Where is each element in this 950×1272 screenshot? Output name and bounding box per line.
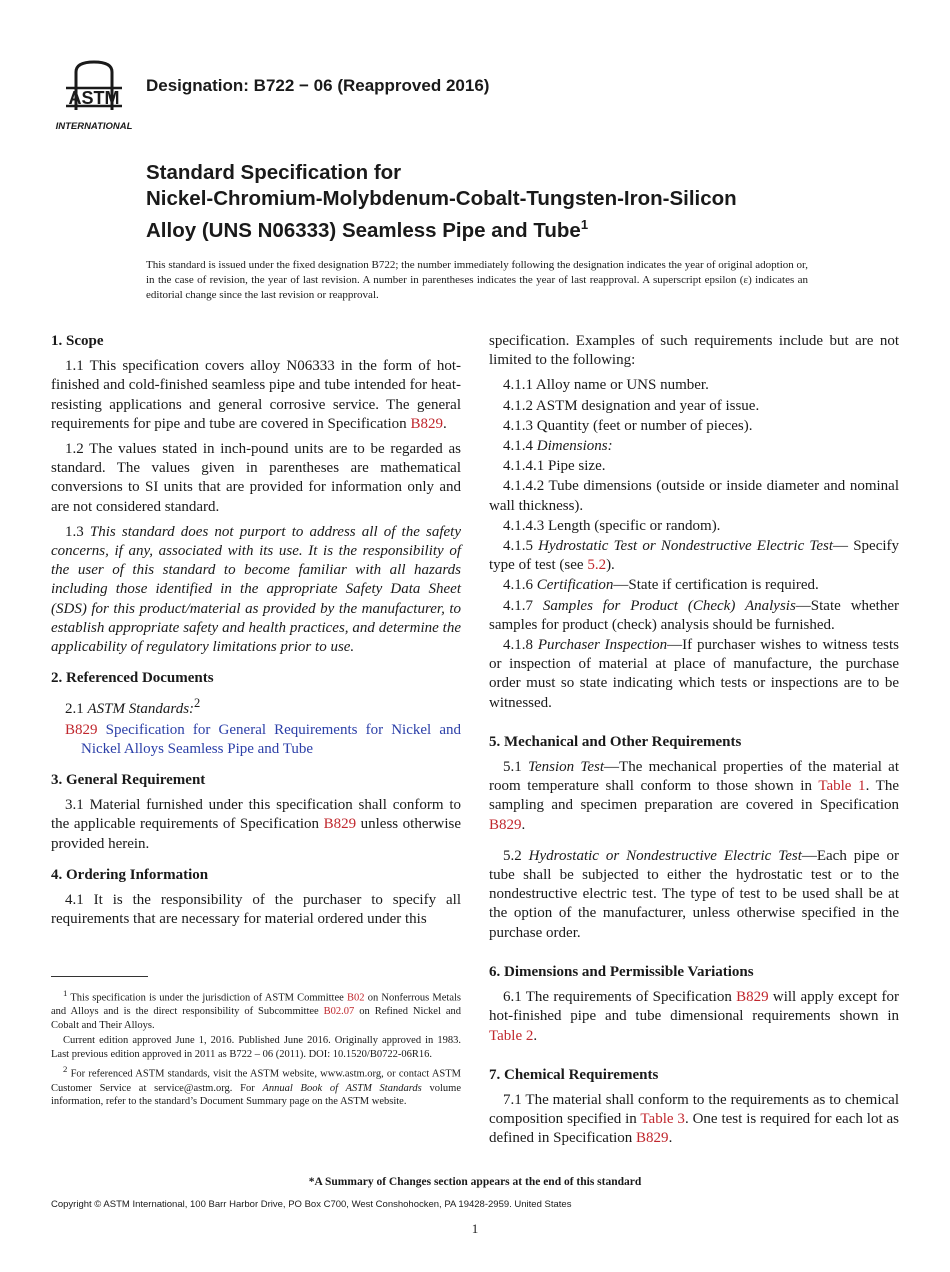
footnote-1-text-2: on Nonferrous Metals and Alloys and is the direct responsibility of Subcommittee [51,992,461,1018]
footnote-2-italic: Annual Book of ASTM Standards [262,1082,422,1094]
item-4-1-6-text: —State if certification is required. [613,577,819,594]
para-5-1-text-2: . The sampling and specimen preparation are covered in Specification [489,778,899,814]
link-b829[interactable]: B829 [323,816,357,833]
para-4-1: 4.1 It is the responsibility of the purchaser to specify all requirements that are necessary for material ordered under this [51,892,461,928]
ref-code-link[interactable]: B829 [65,721,98,738]
para-5-2-text: —Each pipe or tube shall be subjected to either the hydrostatic test or to the nondestructive electric test. The type of test to be used shall be at the option of the manufacturer, unless otherwise specified in the purchase order. [489,847,899,941]
item-4-1-5-num: 4.1.5 [503,538,539,555]
title-line-3-text: Alloy (UNS N06333) Seamless Pipe and Tube [146,218,581,242]
para-5-1-title: Tension Test [528,759,605,776]
section-5-heading: 5. Mechanical and Other Requirements [489,733,742,750]
link-b829[interactable]: B829 [410,415,443,432]
item-4-1-5-end: ). [606,557,615,574]
para-6-1-text: 6.1 The requirements of Specification [503,989,737,1006]
para-2-1-text: ASTM Standards: [87,701,195,718]
footnote-divider [51,976,148,977]
item-4-1-8 [489,636,899,713]
ref-title-link[interactable]: Specification for General Requirements for Nickel and Nickel Alloys Seamless Pipe and Tube [81,721,461,757]
footnote-1-end: on Refined Nickel and Cobalt and Their Alloys. [51,1006,462,1031]
logo-subtext: INTERNATIONAL [55,121,133,132]
item-4-1-6-num: 4.1.6 [503,577,537,594]
footnote-1 [51,987,461,1032]
item-4-1-6-title: Certification [536,577,614,594]
para-6-1-text-2: will apply except for hot-finished pipe and tube dimensional requirements shown in [489,989,899,1025]
item-4-1-4-1: 4.1.4.1 Pipe size. [503,458,606,475]
para-3-1 [51,796,461,854]
link-b829[interactable]: B829 [489,816,522,833]
title-line-3 [146,212,846,244]
section-6-heading: 6. Dimensions and Permissible Variations [489,963,754,980]
right-column [489,332,899,1155]
footnote-2-mark: 2 [63,1064,68,1075]
para-2-1 [51,694,461,719]
link-b829[interactable]: B829 [636,1130,669,1147]
reference-b829 [51,721,461,759]
item-4-1-4-3: 4.1.4.3 Length (specific or random). [503,517,721,534]
footnote-1-text: This specification is under the jurisdiction of ASTM Committee [67,992,347,1004]
title-line-2: Nickel-Chromium-Molybdenum-Cobalt-Tungsten-Iron-Silicon [146,187,737,210]
document-title [146,160,846,244]
para-5-2-title: Hydrostatic or Nondestructive Electric Test [528,847,802,864]
item-4-1-8-title: Purchaser Inspection [537,637,668,654]
item-4-1-4-num: 4.1.4 [503,438,537,455]
link-table-1[interactable]: Table 1 [818,778,866,795]
item-4-1-4-2: 4.1.4.2 Tube dimensions (outside or inside diameter and nominal wall thickness). [489,478,899,514]
section-3-heading: 3. General Requirement [51,772,206,789]
item-4-1-4-text: Dimensions: [536,438,613,455]
link-5-2[interactable]: 5.2 [587,557,607,574]
para-1-3-text: This standard does not purport to address all of the safety concerns, if any, associated with its use. It is the responsibility of the user of this standard to become familiar with all hazards including those identified in the appropriate Safety Data Sheet (SDS) for this product/material as provided by the manufacturer, to establish appropriate safety and health practices, and determine the applicability of regulatory limitations prior to use. [51,523,462,656]
item-4-1-7-text: —State whether samples for product (check) analysis should be furnished. [489,597,899,633]
para-7-1-text-2: . One test is required for each lot as defined in Specification [489,1111,900,1147]
para-7-1-text: 7.1 The material shall conform to the requirements as to chemical composition specified in [489,1091,899,1128]
astm-logo-graphic [52,58,136,134]
title-line-1: Standard Specification for [146,161,402,184]
para-2-1-num: 2.1 [65,701,88,718]
item-4-1-1: 4.1.1 Alloy name or UNS number. [503,377,709,394]
left-column [51,332,461,935]
footnote-2 [51,1063,461,1108]
para-5-1-end: . [521,816,526,833]
para-6-1 [489,988,899,1046]
item-4-1-8-text: —If purchaser wishes to witness tests or inspection of material at place of manufacture, the purchase order must so state indicating which tests or inspections are to be witnessed. [489,637,899,711]
footnote-1-mark: 1 [63,988,68,998]
footnote-1-edition: Current edition approved June 1, 2016. Published June 2016. Originally approved in 1983. Last previous edition approved in 2011 as B722 – 06 (2011). DOI: 10.1520/B0722-06R16. [51,1035,461,1060]
para-5-1-num: 5.1 [503,759,529,776]
logo-text: ASTM [68,88,120,108]
para-1-3-num: 1.3 [65,523,90,540]
section-7-heading: 7. Chemical Requirements [489,1066,659,1083]
para-5-1-text: —The mechanical properties of the material at room temperature shall conform to those shown in [489,759,900,795]
para-3-1-text: 3.1 Material furnished under this specification shall conform to the applicable requirements of Specification [51,797,461,833]
footnote-2-end: volume information, refer to the standard’s Document Summary page on the ASTM website. [51,1082,461,1108]
para-5-1 [489,758,899,835]
para-4-1-continued: specification. Examples of such requirements include but are not limited to the following: [489,333,899,369]
para-1-1 [51,357,461,434]
designation: Designation: B722 − 06 (Reapproved 2016) [146,76,490,95]
preface-note: This standard is issued under the fixed designation B722; the number immediately following the designation indicates the year of original adoption or, in the case of revision, the year of last revision. A number in parentheses indicates the year of last reapproval. A superscript epsilon (ε) indicates an editorial change since the last revision or reapproval. [146,259,808,301]
link-b02-07[interactable]: B02.07 [323,1006,355,1018]
item-4-1-7 [489,597,899,635]
para-3-1-end: unless otherwise provided herein. [51,816,461,852]
section-2-heading: 2. Referenced Documents [51,670,214,687]
para-6-1-end: . [533,1027,538,1044]
item-4-1-6 [489,576,899,595]
link-b02[interactable]: B02 [347,992,365,1004]
item-4-1-4 [489,437,899,456]
item-4-1-5 [489,537,899,575]
item-4-1-5-title: Hydrostatic Test or Nondestructive Electric Test [538,538,834,555]
para-5-2-num: 5.2 [503,847,529,864]
item-4-1-3: 4.1.3 Quantity (feet or number of pieces). [503,417,753,434]
para-1-1-text: 1.1 This specification covers alloy N06333 in the form of hot-finished and cold-finished seamless pipe and tube intended for heat-resisting applications and general corrosive service. The general requirements for pipe and tube are covered in Specification [51,358,461,432]
summary-of-changes-note: *A Summary of Changes section appears at the end of this standard [308,1176,642,1188]
item-4-1-2: 4.1.2 ASTM designation and year of issue. [503,397,760,414]
footnote-2-text: For referenced ASTM standards, visit the ASTM website, www.astm.org, or contact ASTM Customer Service at service@astm.org. For [51,1068,461,1094]
footnote-ref-2: 2 [194,696,201,711]
astm-logo [52,58,136,134]
para-1-3 [51,523,461,657]
para-5-2 [489,847,899,943]
footnotes [51,987,461,1111]
para-7-1-end: . [668,1130,673,1147]
page-number: 1 [471,1221,479,1236]
section-1-heading: 1. Scope [51,333,104,349]
link-b829[interactable]: B829 [736,989,769,1006]
link-table-2[interactable]: Table 2 [489,1027,534,1044]
title-footnote-mark: 1 [580,217,589,232]
item-4-1-8-num: 4.1.8 [503,637,538,654]
para-7-1 [489,1091,899,1149]
para-1-1-end: . [442,415,447,432]
item-4-1-5-text: — Specify type of test (see [489,538,900,574]
section-4-heading: 4. Ordering Information [51,866,209,883]
para-1-2: 1.2 The values stated in inch-pound units are to be regarded as standard. The values given in parentheses are mathematical conversions to SI units that are provided for information only and are not considered standard. [51,441,461,515]
item-4-1-7-title: Samples for Product (Check) Analysis [542,597,796,614]
item-4-1-7-num: 4.1.7 [503,597,543,614]
link-table-3[interactable]: Table 3 [640,1111,685,1128]
copyright: Copyright © ASTM International, 100 Barr Harbor Drive, PO Box C700, West Conshohocken, PA 19428-2959. United States [51,1199,572,1210]
